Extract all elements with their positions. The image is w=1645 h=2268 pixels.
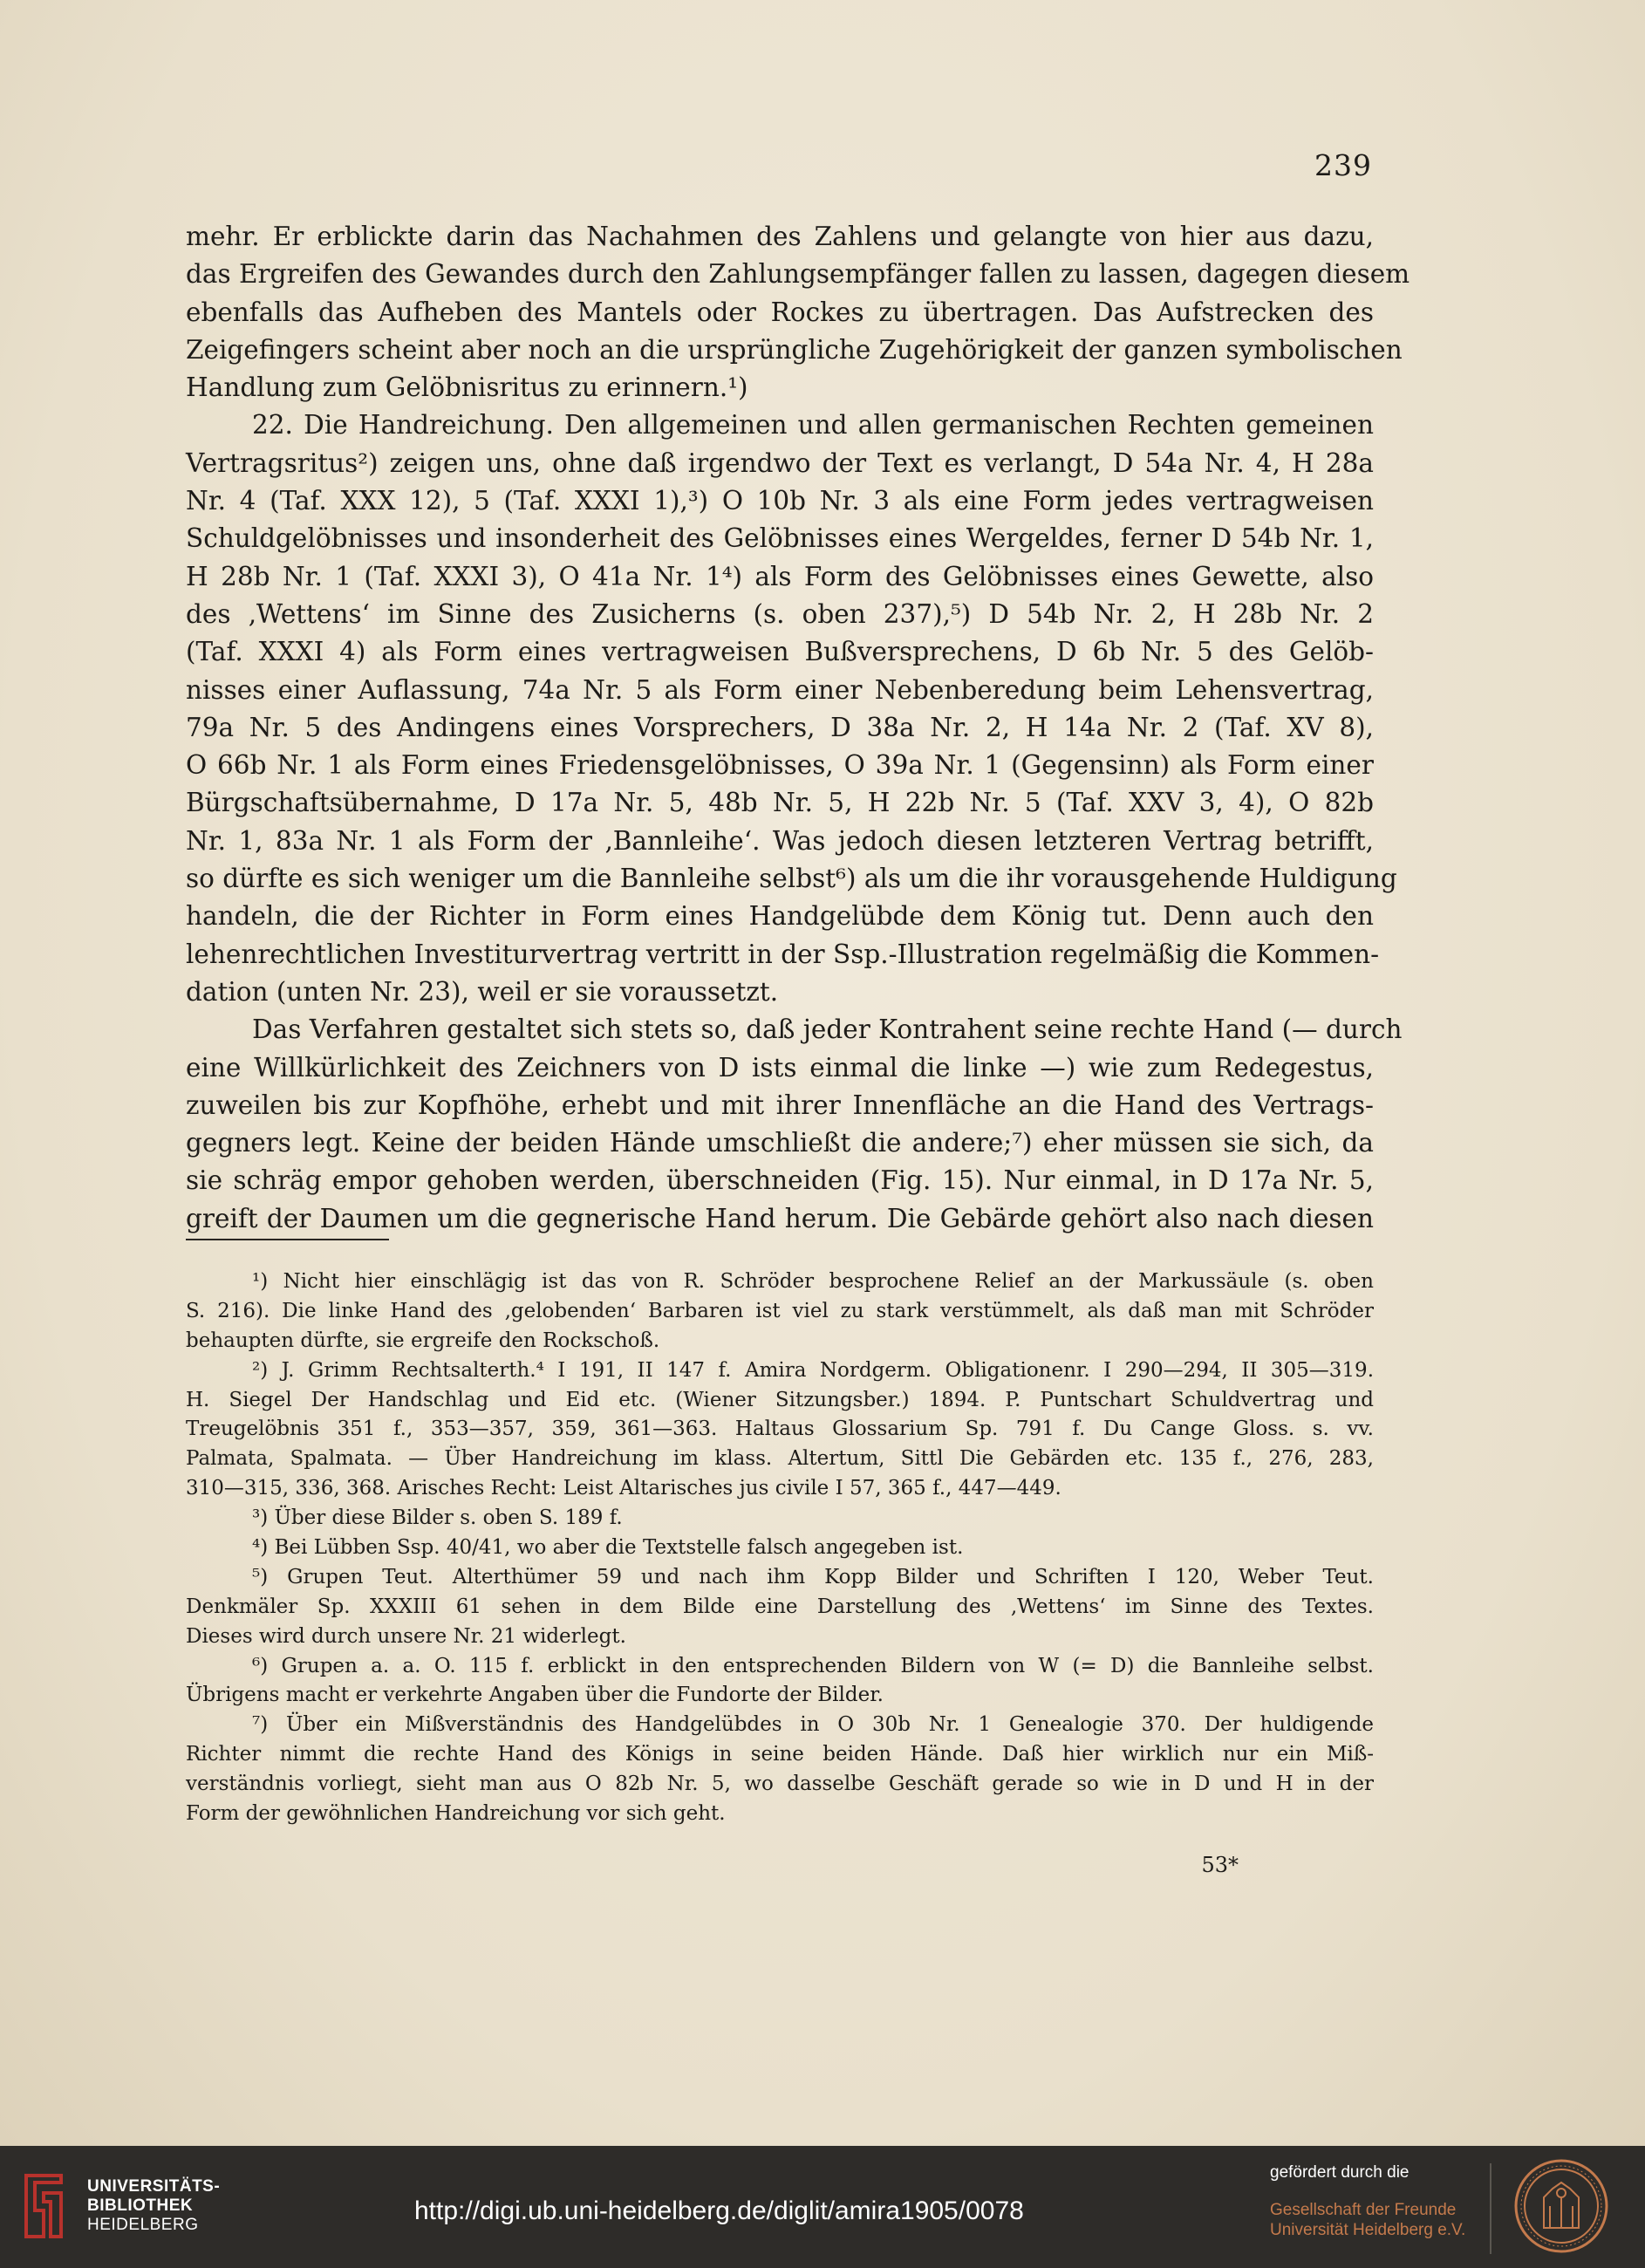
body-line: nisses einer Auflassung, 74a Nr. 5 als Form einer Nebenberedung beim Lehensvertrag,: [186, 674, 1374, 705]
body-line: 79a Nr. 5 des Andingens eines Vorsprechers, D 38a Nr. 2, H 14a Nr. 2 (Taf. XV 8),: [186, 712, 1374, 742]
footnote-line: ⁴) Bei Lübben Ssp. 40/41, wo aber die Textstelle falsch angegeben ist.: [252, 1536, 964, 1560]
footnote-line: Denkmäler Sp. XXXIII 61 sehen in dem Bilde eine Darstellung des ‚Wettens‘ im Sinne des Textes.: [186, 1595, 1374, 1618]
body-line: O 66b Nr. 1 als Form eines Friedensgelöbnisses, O 39a Nr. 1 (Gegensinn) als Form einer: [186, 750, 1374, 781]
body-line: des ‚Wettens‘ im Sinne des Zusicherns (s. oben 237),⁵) D 54b Nr. 2, H 28b Nr. 2: [186, 598, 1374, 629]
library-city: HEIDELBERG: [87, 2216, 199, 2234]
footnote-line: 310—315, 336, 368. Arisches Recht: Leist Altarisches jus civile I 57, 365 f., 447—449.: [186, 1477, 1061, 1500]
body-line: H 28b Nr. 1 (Taf. XXXI 3), O 41a Nr. 1⁴) als Form des Gelöbnisses eines Gewette, also: [186, 561, 1374, 591]
body-line: Vertragsritus²) zeigen uns, ohne daß irgendwo der Text es verlangt, D 54a Nr. 4, H 28a: [186, 447, 1374, 478]
signature-mark: 53*: [1201, 1853, 1239, 1877]
body-line: Nr. 1, 83a Nr. 1 als Form der ‚Bannleihe‘. Was jedoch diesen letzteren Vertrag betrifft,: [186, 825, 1374, 856]
footnote-line: Treugelöbnis 351 f., 353—357, 359, 361—363. Haltaus Glossarium Sp. 791 f. Du Cange Gloss. s. vv.: [186, 1418, 1374, 1441]
body-text: [186, 218, 1410, 1238]
body-line: das Ergreifen des Gewandes durch den Zahlungsempfänger fallen zu lassen, dagegen diesem: [186, 259, 1410, 290]
footnote-line: ⁶) Grupen a. a. O. 115 f. erblickt in den entsprechenden Bildern von W (= D) die Bannleihe selbst.: [252, 1654, 1374, 1677]
body-line: handeln, die der Richter in Form eines Handgelübde dem König tut. Denn auch den: [186, 901, 1374, 932]
footnote-line: Form der gewöhnlichen Handreichung vor sich geht.: [186, 1802, 726, 1826]
body-line: mehr. Er erblickte darin das Nachahmen des Zahlens und gelangte von hier aus dazu,: [186, 222, 1374, 251]
footnote-line: ¹) Nicht hier einschlägig ist das von R. Schröder besprochene Relief an der Markussäule (s. oben: [252, 1270, 1374, 1293]
page-number: 239: [1314, 148, 1372, 182]
library-logo-icon[interactable]: [17, 2167, 70, 2245]
body-line: sie schräg empor gehoben werden, überschneiden (Fig. 15). Nur einmal, in D 17a Nr. 5,: [186, 1165, 1374, 1196]
body-line: Schuldgelöbnisses und insonderheit des Gelöbnisses eines Wergeldes, ferner D 54b Nr. 1,: [186, 523, 1374, 554]
body-line: Handlung zum Gelöbnisritus zu erinnern.¹): [186, 372, 748, 403]
sponsor-line2: Universität Heidelberg e.V.: [1270, 2221, 1466, 2239]
footnote-line: ²) J. Grimm Rechtsalterth.⁴ I 191, II 147 f. Amira Nordgerm. Obligationenr. I 290—294, II 305—319.: [252, 1358, 1374, 1382]
body-line: greift der Daumen um die gegnerische Hand herum. Die Gebärde gehört also nach diesen: [186, 1203, 1374, 1233]
footer-bar: [0, 2146, 1645, 2268]
body-line: gegners legt. Keine der beiden Hände umschließt die andere;⁷) eher müssen sie sich, da: [186, 1128, 1374, 1158]
sponsor-credit[interactable]: [1270, 2163, 1479, 2240]
footnote-line: ⁵) Grupen Teut. Alterthümer 59 und nach ihm Kopp Bilder und Schriften I 120, Weber Teut.: [252, 1565, 1374, 1588]
body-line: Nr. 4 (Taf. XXX 12), 5 (Taf. XXXI 1),³) O 10b Nr. 3 als eine Form jedes vertragweisen: [186, 486, 1374, 516]
body-line: zuweilen bis zur Kopfhöhe, erhebt und mit ihrer Innenfläche an die Hand des Vertrags-: [186, 1090, 1374, 1120]
footnote-line: H. Siegel Der Handschlag und Eid etc. (Wiener Sitzungsber.) 1894. P. Puntschart Schuldvertrag und: [186, 1388, 1374, 1411]
footnote-line: ³) Über diese Bilder s. oben S. 189 f.: [252, 1506, 623, 1530]
body-line: Bürgschaftsübernahme, D 17a Nr. 5, 48b Nr. 5, H 22b Nr. 5 (Taf. XXV 3, 4), O 82b: [186, 788, 1374, 818]
section-heading-line: 22. Die Handreichung. Den allgemeinen und allen germanischen Rechten gemeinen: [252, 410, 1374, 441]
body-line: Zeigefingers scheint aber noch an die ursprüngliche Zugehörigkeit der ganzen symbolischen: [186, 334, 1403, 365]
footnote-line: ⁷) Über ein Mißverständnis des Handgelübdes in O 30b Nr. 1 Genealogie 370. Der huldigende: [252, 1713, 1374, 1737]
body-line: eine Willkürlichkeit des Zeichners von D ists einmal die linke —) wie zum Redegestus,: [186, 1052, 1374, 1083]
footnote-divider: [186, 1239, 389, 1240]
footnote-line: Dieses wird durch unsere Nr. 21 widerlegt.: [186, 1624, 626, 1648]
library-name-line1: UNIVERSITÄTS-: [87, 2177, 221, 2196]
footnote-line: Richter nimmt die rechte Hand des Königs in seine beiden Hände. Daß hier wirklich nur ein Miß-: [186, 1743, 1374, 1766]
footnotes: [186, 1267, 1374, 1829]
permalink-url[interactable]: http://digi.ub.uni-heidelberg.de/diglit/amira1905/0078: [414, 2196, 1024, 2225]
university-seal-icon[interactable]: [1513, 2158, 1609, 2254]
footnote-line: verständnis vorliegt, sieht man aus O 82b Nr. 5, wo dasselbe Geschäft gerade so wie in D und H in der: [186, 1773, 1374, 1796]
body-line: dation (unten Nr. 23), weil er sie voraussetzt.: [186, 976, 779, 1007]
body-line: (Taf. XXXI 4) als Form eines vertragweisen Bußversprechens, D 6b Nr. 5 des Gelöb-: [186, 637, 1374, 667]
body-line: Das Verfahren gestaltet sich stets so, daß jeder Kontrahent seine rechte Hand (— durch: [252, 1014, 1403, 1045]
footnote-line: behaupten dürfte, sie ergreife den Rockschoß.: [186, 1329, 660, 1352]
sponsor-organization: [1270, 2200, 1479, 2240]
library-name-line2: BIBLIOTHEK: [87, 2196, 194, 2215]
body-line: lehenrechtlichen Investiturvertrag vertritt in der Ssp.-Illustration regelmäßig die Kommen-: [186, 939, 1380, 969]
footnote-line: Palmata, Spalmata. — Über Handreichung im klass. Altertum, Sittl Die Gebärden etc. 135 f., 276, 283,: [186, 1447, 1374, 1471]
sponsor-divider: [1490, 2163, 1491, 2254]
sponsor-intro: gefördert durch die: [1270, 2163, 1410, 2182]
library-name[interactable]: [87, 2177, 220, 2235]
footnote-line: S. 216). Die linke Hand des ‚gelobenden‘ Barbaren ist viel zu stark verstümmelt, als daß man mit Schröder: [186, 1299, 1374, 1322]
body-line: ebenfalls das Aufheben des Mantels oder Rockes zu übertragen. Das Aufstrecken des: [186, 297, 1374, 327]
body-line: so dürfte es sich weniger um die Bannleihe selbst⁶) als um die ihr vorausgehende Huldigung: [186, 864, 1397, 894]
footnote-line: Übrigens macht er verkehrte Angaben über die Fundorte der Bilder.: [186, 1684, 884, 1707]
sponsor-line1: Gesellschaft der Freunde: [1270, 2201, 1457, 2219]
